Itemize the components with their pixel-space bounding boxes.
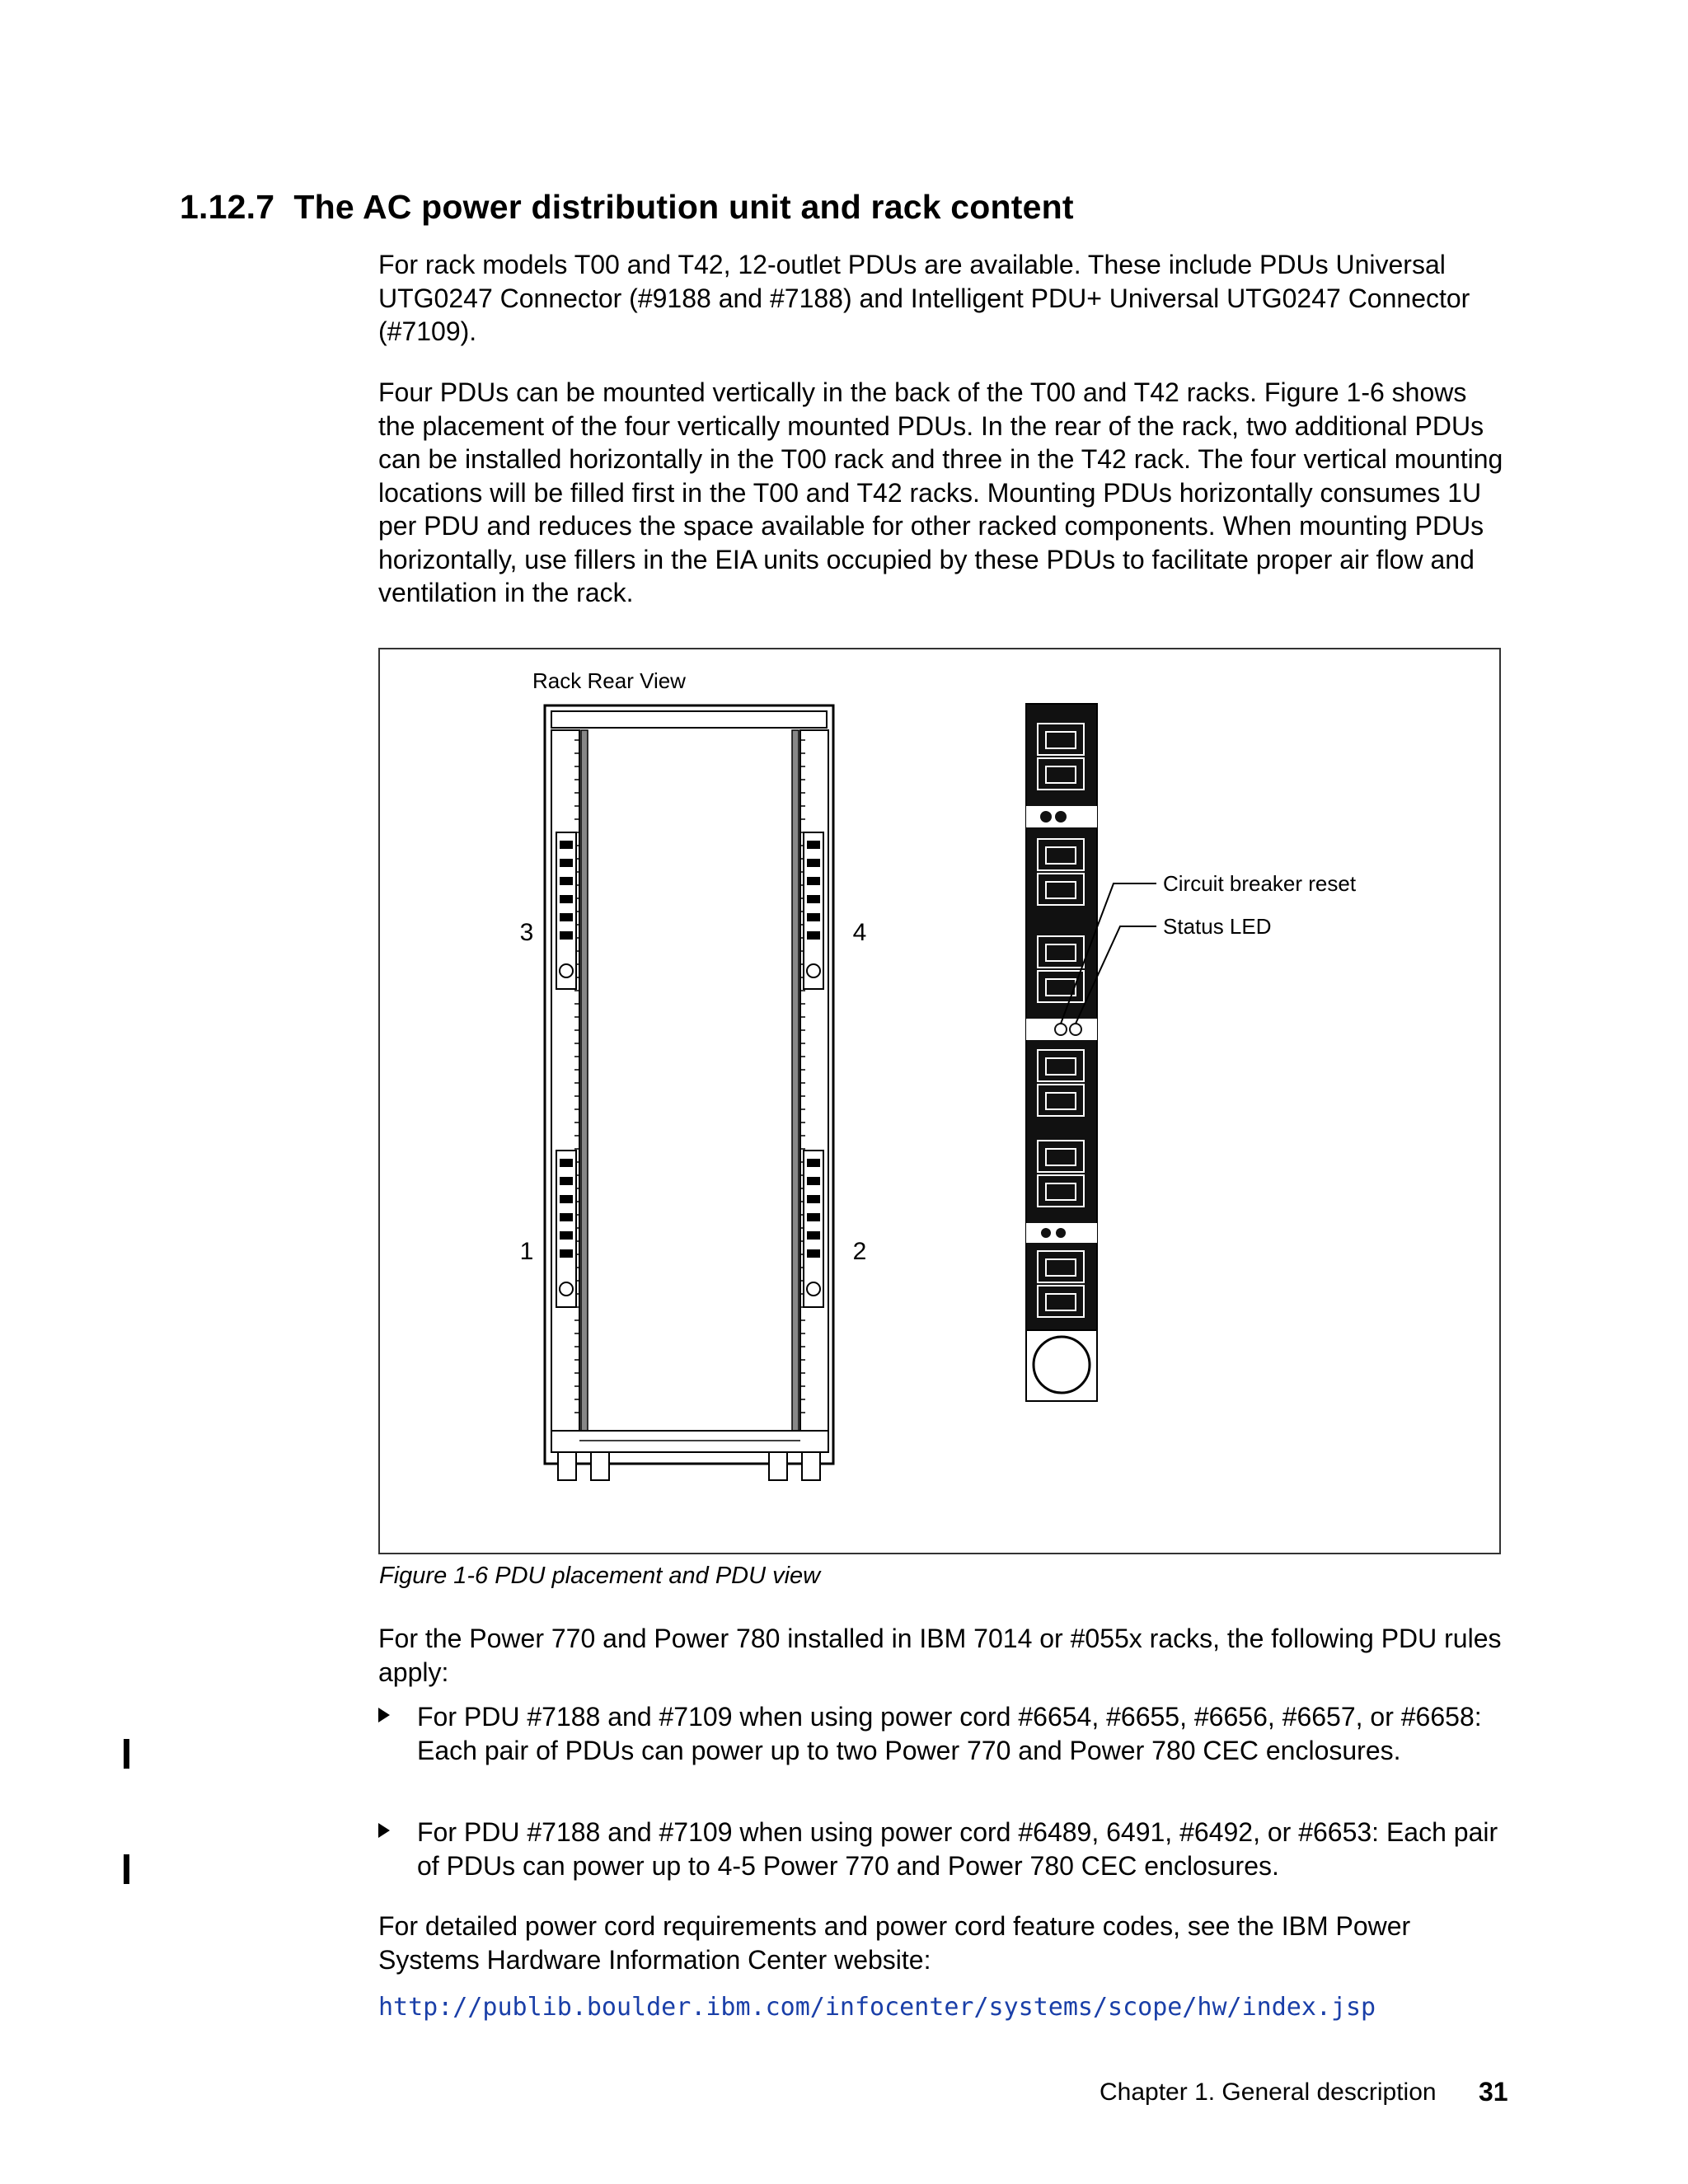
status-led-label: Status LED <box>1163 914 1272 939</box>
rack-rail-holes <box>574 740 805 1413</box>
paragraph-pdu-models: For rack models T00 and T42, 12-outlet PDUs are available. These include PDUs Universal UTG0247 Connector (#9188 and #7188) and Intelligent PDU+ Universal UTG0247 Connector (#7109). <box>378 250 1470 346</box>
pdu-position-3: 3 <box>519 919 534 946</box>
rack-pdu-1 <box>556 1151 576 1307</box>
figure-drawing <box>380 649 1503 1556</box>
bullet-triangle-icon <box>378 1823 390 1838</box>
paragraph-pdu-mounting: Four PDUs can be mounted vertically in the back of the T00 and T42 racks. Figure 1-6 shows the placement of the four vertically mounted PDUs. In the rear of the rack, two additional PDUs can be installed horizontally in the T00 rack and three in the T42 rack. The four vertical mounting locations will be filled first in the T00 and T42 racks. Mounting PDUs horizontally consumes 1U per PDU and reduces the space available for other racked components. When mounting PDUs horizontally, use fillers in the EIA units occupied by these PDUs to facilitate proper air flow and ventilation in the rack. <box>378 377 1503 607</box>
paragraph-pdu-rules: For the Power 770 and Power 780 installed in IBM 7014 or #055x racks, the following PDU rules apply: <box>378 1624 1502 1687</box>
section-number: 1.12.7 <box>180 188 275 226</box>
circuit-breaker-reset-label: Circuit breaker reset <box>1163 871 1357 896</box>
footer-page-number: 31 <box>1479 2077 1508 2107</box>
rack-pdu-4 <box>804 832 823 989</box>
paragraph-power-cord-info: For detailed power cord requirements and power cord feature codes, see the IBM Power Systems Hardware Information Center website: <box>378 1911 1411 1975</box>
pdu-position-2: 2 <box>852 1238 867 1265</box>
rack-rear-view-label: Rack Rear View <box>532 668 686 693</box>
pdu-position-1: 1 <box>519 1238 534 1265</box>
section-title: The AC power distribution unit and rack content <box>293 188 1074 226</box>
figure-caption: Figure 1-6 PDU placement and PDU view <box>379 1563 821 1589</box>
rack-pdu-2 <box>804 1151 823 1307</box>
pdu-detail-view <box>1026 704 1097 1401</box>
change-bar <box>124 1739 129 1769</box>
infocenter-link[interactable]: http://publib.boulder.ibm.com/infocenter/systems/scope/hw/index.jsp <box>378 1993 1376 2022</box>
list-item-text: For PDU #7188 and #7109 when using power cord #6654, #6655, #6656, #6657, or #6658: Each pair of PDUs can power up to two Power 770 and Power 780 CEC enclosures. <box>417 1702 1482 1765</box>
rack-diagram <box>545 705 833 1480</box>
pdu-position-4: 4 <box>852 919 867 946</box>
change-bar <box>124 1854 129 1884</box>
footer-chapter: Chapter 1. General description <box>1100 2079 1437 2106</box>
bullet-triangle-icon <box>378 1708 390 1722</box>
figure-pdu-placement <box>378 648 1501 1554</box>
section-heading <box>180 188 1074 227</box>
rack-pdu-3 <box>556 832 576 989</box>
list-item-text: For PDU #7188 and #7109 when using power cord #6489, 6491, #6492, or #6653: Each pair of PDUs can power up to 4-5 Power 770 and Power 780 CEC enclosures. <box>417 1817 1498 1881</box>
